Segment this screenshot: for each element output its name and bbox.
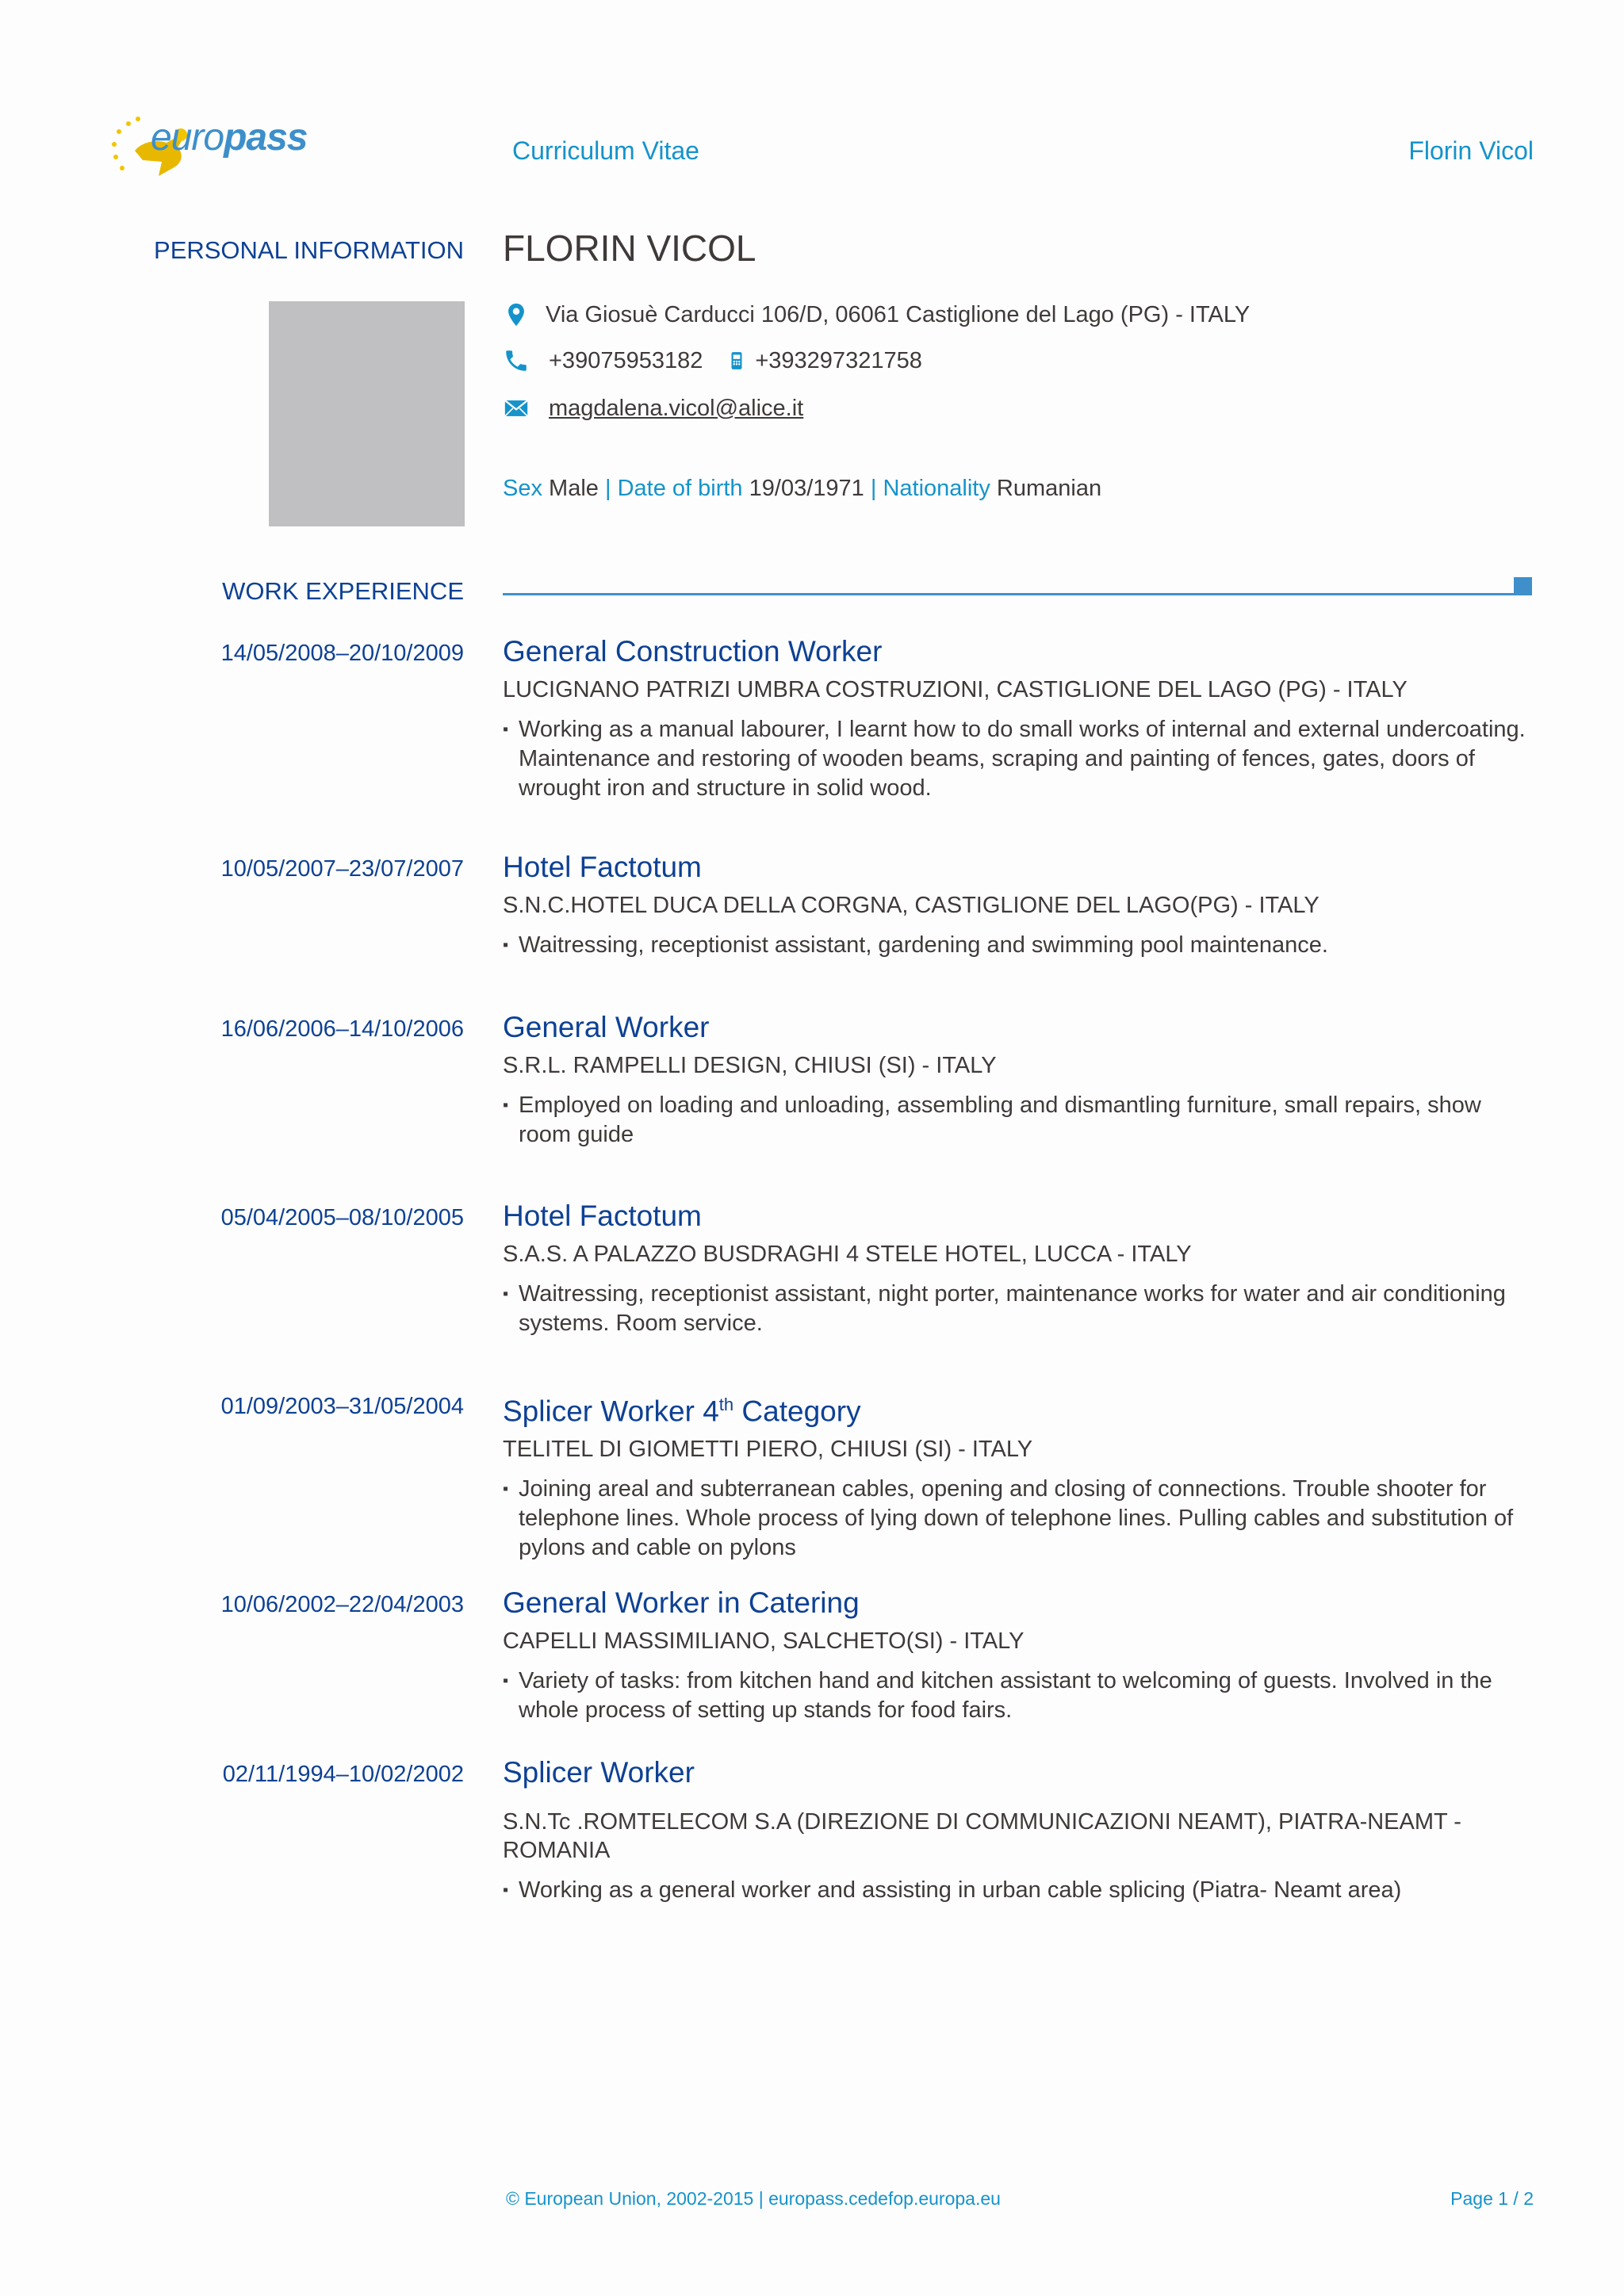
nationality-label: Nationality [883, 476, 990, 501]
dob-label: Date of birth [617, 476, 743, 501]
job-title [503, 1386, 1534, 1430]
header-person-name: Florin Vicol [1408, 136, 1534, 165]
job-title: General Worker in Catering [503, 1586, 860, 1619]
nationality-value: Rumanian [996, 476, 1102, 501]
job-dates: 10/06/2002–22/04/2003 [220, 1592, 464, 1617]
sex-value: Male [549, 476, 599, 501]
job-entry [503, 1584, 1534, 1725]
job-entry [503, 1008, 1534, 1150]
job-title-superscript: th [718, 1395, 734, 1414]
email-envelope-icon [503, 395, 530, 422]
job-title: Hotel Factotum [503, 851, 702, 883]
job-title-main: Splicer Worker 4 [503, 1395, 719, 1428]
phone-number[interactable]: +39075953182 [549, 347, 703, 373]
job-description: ▪ Variety of tasks: from kitchen hand and kitchen assistant to welcoming of guests. Involved in the whole process of setting up stands for food fairs. [503, 1667, 1534, 1725]
footer-copyright: © European Union, 2002-2015 | europass.cedefop.europa.eu [506, 2188, 1001, 2209]
europass-wordmark: europass [151, 117, 308, 159]
job-dates: 05/04/2005–08/10/2005 [220, 1205, 464, 1230]
sex-label: Sex [503, 476, 542, 501]
job-title: Splicer Worker [503, 1756, 695, 1789]
job-description: ▪ Joining areal and subterranean cables, opening and closing of connections. Trouble shooter for telephone lines. Whole process of lying down of telephone lines. Pulling cables and substitution of pylons and cable on pylons [503, 1475, 1534, 1563]
job-dates: 01/09/2003–31/05/2004 [220, 1394, 464, 1419]
job-entry [503, 1386, 1534, 1563]
job-description: ▪ Working as a general worker and assisting in urban cable splicing (Piatra- Neamt area) [503, 1876, 1534, 1905]
job-description: ▪ Working as a manual labourer, I learnt how to do small works of internal and external undercoating. Maintenance and restoring of wooden beams, scraping and painting of fences, gates, doors of wrought iron and structure in solid wood. [503, 715, 1534, 803]
mobile-phone-icon [726, 347, 747, 374]
photo-placeholder [269, 301, 465, 526]
job-entry [503, 1197, 1534, 1338]
mobile-number[interactable]: +393297321758 [755, 347, 922, 373]
personal-details-line [503, 476, 1101, 502]
job-entry [503, 848, 1534, 960]
job-title: Hotel Factotum [503, 1200, 702, 1232]
address-text: Via Giosuè Carducci 106/D, 06061 Castiglione del Lago (PG) - ITALY [546, 301, 1251, 327]
phone-icon [503, 347, 530, 374]
job-description: ▪ Waitressing, receptionist assistant, gardening and swimming pool maintenance. [503, 931, 1534, 960]
job-description: ▪ Employed on loading and unloading, assembling and dismantling furniture, small repairs, show room guide [503, 1091, 1534, 1150]
job-employer: CAPELLI MASSIMILIANO, SALCHETO(SI) - ITALY [503, 1628, 1025, 1654]
job-entry [503, 633, 1534, 803]
job-dates: 02/11/1994–10/02/2002 [222, 1762, 464, 1787]
job-title: General Construction Worker [503, 635, 883, 668]
section-marker [1514, 577, 1532, 595]
job-dates: 16/06/2006–14/10/2006 [220, 1016, 464, 1042]
full-name: FLORIN VICOL [503, 228, 756, 269]
job-title-suffix: Category [733, 1395, 861, 1428]
footer-page-number: Page 1 / 2 [1450, 2188, 1534, 2209]
section-divider [503, 593, 1514, 595]
work-experience-label: WORK EXPERIENCE [222, 577, 464, 605]
job-employer: TELITEL DI GIOMETTI PIERO, CHIUSI (SI) - ITALY [503, 1437, 1033, 1463]
dob-value: 19/03/1971 [749, 476, 864, 501]
personal-information-label: PERSONAL INFORMATION [154, 236, 464, 264]
job-employer: LUCIGNANO PATRIZI UMBRA COSTRUZIONI, CASTIGLIONE DEL LAGO (PG) - ITALY [503, 677, 1408, 702]
job-dates: 10/05/2007–23/07/2007 [220, 856, 464, 882]
email-link[interactable]: magdalena.vicol@alice.it [549, 395, 804, 421]
job-employer: S.R.L. RAMPELLI DESIGN, CHIUSI (SI) - ITALY [503, 1053, 997, 1078]
job-employer: S.N.C.HOTEL DUCA DELLA CORGNA, CASTIGLIONE DEL LAGO(PG) - ITALY [503, 893, 1320, 918]
job-employer: S.A.S. A PALAZZO BUSDRAGHI 4 STELE HOTEL, LUCCA - ITALY [503, 1242, 1192, 1267]
separator: | [604, 476, 611, 501]
job-dates: 14/05/2008–20/10/2009 [220, 641, 464, 666]
address-row [503, 301, 1250, 328]
job-employer: S.N.Tc .ROMTELECOM S.A (DIREZIONE DI COMMUNICAZIONI NEAMT), PIATRA-NEAMT - ROMANIA [503, 1809, 1461, 1863]
job-entry [503, 1754, 1534, 1905]
job-title: General Worker [503, 1011, 710, 1043]
location-pin-icon [503, 301, 530, 328]
document-title: Curriculum Vitae [512, 136, 699, 165]
job-description: ▪ Waitressing, receptionist assistant, night porter, maintenance works for water and air conditioning systems. Room service. [503, 1280, 1534, 1338]
separator: | [870, 476, 877, 501]
email-row [503, 395, 803, 422]
phone-row [503, 347, 922, 374]
